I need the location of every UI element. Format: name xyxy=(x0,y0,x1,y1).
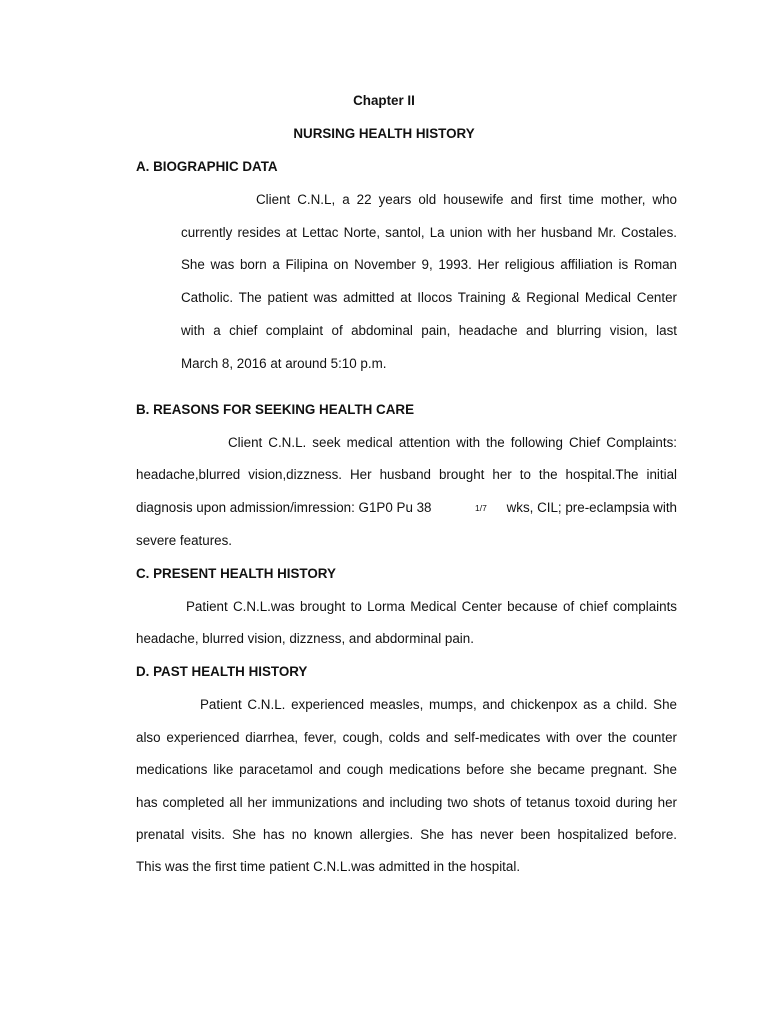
paragraph-line: Client C.N.L, a 22 years old housewife and first time mother, who xyxy=(256,192,677,207)
paragraph-line: March 8, 2016 at around 5:10 p.m. xyxy=(181,356,387,371)
paragraph-line: severe features. xyxy=(136,533,233,548)
paragraph-line-diagnosis xyxy=(136,500,677,516)
paragraph-line: She was born a Filipina on November 9, 1993. Her religious affiliation is Roman xyxy=(181,257,677,272)
section-heading-present-health-history: C. PRESENT HEALTH HISTORY xyxy=(136,566,336,581)
paragraph-line: has completed all her immunizations and including two shots of tetanus toxoid during her xyxy=(136,795,677,810)
section-heading-reasons-for-seeking-care: B. REASONS FOR SEEKING HEALTH CARE xyxy=(136,402,414,417)
paragraph-line: headache, blurred vision, dizzness, and abdorminal pain. xyxy=(136,631,474,646)
diagnosis-fraction: 1/7 xyxy=(475,503,487,513)
paragraph-line: prenatal visits. She has no known allergies. She has never been hospitalized before. xyxy=(136,827,677,842)
section-heading-past-health-history: D. PAST HEALTH HISTORY xyxy=(136,664,308,679)
paragraph-line: This was the first time patient C.N.L.was admitted in the hospital. xyxy=(136,859,521,874)
paragraph-line: Patient C.N.L. experienced measles, mumps, and chickenpox as a child. She xyxy=(200,697,677,712)
paragraph-line: medications like paracetamol and cough medications before she became pregnant. She xyxy=(136,762,677,777)
chapter-label: Chapter II xyxy=(353,93,415,108)
diagnosis-prefix: diagnosis upon admission/imression: G1P0 Pu 38 xyxy=(136,500,432,515)
paragraph-line: Client C.N.L. seek medical attention with the following Chief Complaints: xyxy=(228,435,677,450)
paragraph-line: Patient C.N.L.was brought to Lorma Medical Center because of chief complaints xyxy=(186,599,677,614)
paragraph-line: also experienced diarrhea, fever, cough, colds and self-medicates with over the counter xyxy=(136,730,677,745)
section-heading-biographic-data: A. BIOGRAPHIC DATA xyxy=(136,159,278,174)
paragraph-line: headache,blurred vision,dizzness. Her husband brought her to the hospital.The initial xyxy=(136,467,677,482)
paragraph-line: Catholic. The patient was admitted at Ilocos Training & Regional Medical Center xyxy=(181,290,677,305)
paragraph-line: with a chief complaint of abdominal pain, headache and blurring vision, last xyxy=(181,323,677,338)
page-title: NURSING HEALTH HISTORY xyxy=(293,126,475,141)
diagnosis-suffix: wks, CIL; pre-eclampsia with xyxy=(506,500,677,515)
paragraph-line: currently resides at Lettac Norte, santol, La union with her husband Mr. Costales. xyxy=(181,225,677,240)
